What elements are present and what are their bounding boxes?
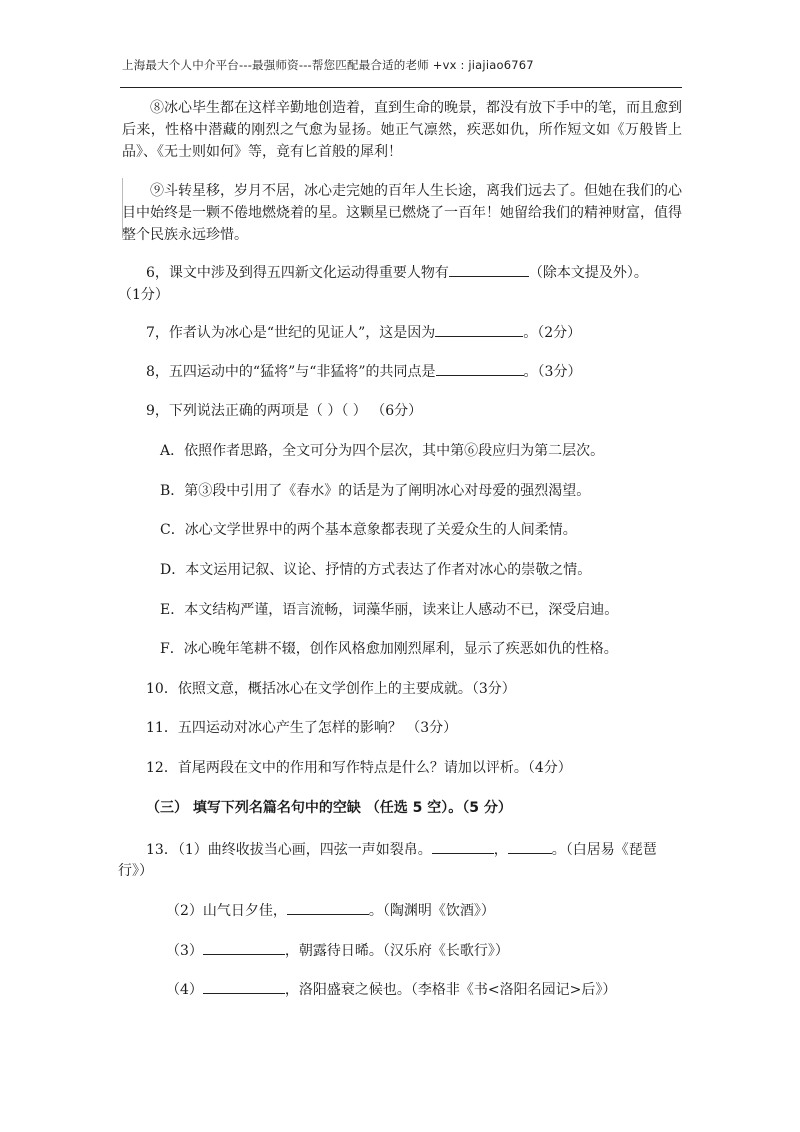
answer-blank[interactable] xyxy=(508,839,552,854)
option-b: B．第③段中引用了《春水》的话是为了阐明冰心对母爱的强烈渴望。 xyxy=(160,483,591,499)
paragraph-9: ⑨斗转星移，岁月不居，冰心走完她的百年人生长途，离我们远去了。但她在我们的心目中始终是一颗不倦地燃烧着的星。这颗星已燃烧了一百年！她留给我们的精神财富，值得整个民族永远珍惜。 xyxy=(122,183,682,243)
question-6-points: （1分） xyxy=(118,287,169,303)
option-f: F．冰心晚年笔耕不辍，创作风格愈加刚烈犀利，显示了疾恶如仇的性格。 xyxy=(160,641,618,657)
comma: ， xyxy=(493,842,508,858)
question-6-note: （除本文提及外）。 xyxy=(528,265,648,281)
question-12: 12．首尾两段在文中的作用和写作特点是什么？请加以评析。（4分） xyxy=(146,760,572,776)
answer-blank[interactable] xyxy=(436,361,524,376)
paragraph-8: ⑧冰心毕生都在这样辛勤地创造着，直到生命的晚景，都没有放下手中的笔，而且愈到后来，性格中潜藏的刚烈之气愈为显扬。她正气凛然，疾恶如仇，所作短文如《万般皆上品》、《无士则如何》等，竟有匕首般的犀利！ xyxy=(122,100,682,160)
answer-blank[interactable] xyxy=(203,940,285,955)
section-3-heading: （三） 填写下列名篇名句中的空缺 （任选 5 空）。（5 分） xyxy=(146,800,512,816)
question-7 xyxy=(146,322,581,343)
answer-blank[interactable] xyxy=(449,262,529,277)
answer-blank[interactable] xyxy=(203,979,285,994)
question-13-line-3 xyxy=(166,940,509,961)
answer-blank[interactable] xyxy=(287,900,369,915)
question-11: 11．五四运动对冰心产生了怎样的影响？ （3分） xyxy=(146,720,458,736)
option-a: A．依照作者思路，全文可分为四个层次，其中第⑥段应归为第二层次。 xyxy=(160,443,605,459)
line-3-number: （3） xyxy=(166,943,203,959)
header-rule xyxy=(120,87,682,88)
question-8-points: 。（3分） xyxy=(523,364,582,380)
option-d: D．本文运用记叙、议论、抒情的方式表达了作者对冰心的崇敬之情。 xyxy=(160,562,592,578)
line-2-source: 。（陶渊明《饮酒》） xyxy=(368,903,495,919)
question-13-source-cont: 行》） xyxy=(118,863,153,879)
question-7-text: 7，作者认为冰心是“世纪的见证人”，这是因为 xyxy=(146,325,436,341)
question-6 xyxy=(146,262,648,283)
question-8 xyxy=(146,361,581,382)
line-2-text: （2）山气日夕佳， xyxy=(166,903,287,919)
question-13-text: 13．（1）曲终收拔当心画，四弦一声如裂帛。 xyxy=(146,842,432,858)
question-9: 9，下列说法正确的两项是（ ）（ ） （6分） xyxy=(146,403,423,419)
line-4-number: （4） xyxy=(166,982,203,998)
answer-blank[interactable] xyxy=(432,839,494,854)
option-c: C．冰心文学世界中的两个基本意象都表现了关爱众生的人间柔情。 xyxy=(160,522,577,538)
question-10: 10．依照文意，概括冰心在文学创作上的主要成就。（3分） xyxy=(146,681,516,697)
line-4-text: ，洛阳盛衰之候也。（李格非《书<洛阳名园记>后》） xyxy=(284,982,617,998)
question-13-line-1 xyxy=(146,839,657,860)
question-7-points: 。（2分） xyxy=(523,325,582,341)
page-header: 上海最大个人中介平台---最强师资---帮您匹配最合适的老师 +vx : jiajiao6767 xyxy=(122,58,534,72)
option-e: E．本文结构严谨，语言流畅，词藻华丽，读来让人感动不已，深受启迪。 xyxy=(160,602,619,618)
answer-blank[interactable] xyxy=(435,322,523,337)
question-8-text: 8，五四运动中的“猛将”与“非猛将”的共同点是 xyxy=(146,364,436,380)
line-3-text: ，朝露待日晞。（汉乐府《长歌行》） xyxy=(284,943,509,959)
question-13-source: 。（白居易《琵琶 xyxy=(551,842,657,858)
question-13-line-2 xyxy=(166,900,495,921)
question-13-line-4 xyxy=(166,979,616,1000)
question-6-text: 6，课文中涉及到得五四新文化运动得重要人物有 xyxy=(146,265,449,281)
